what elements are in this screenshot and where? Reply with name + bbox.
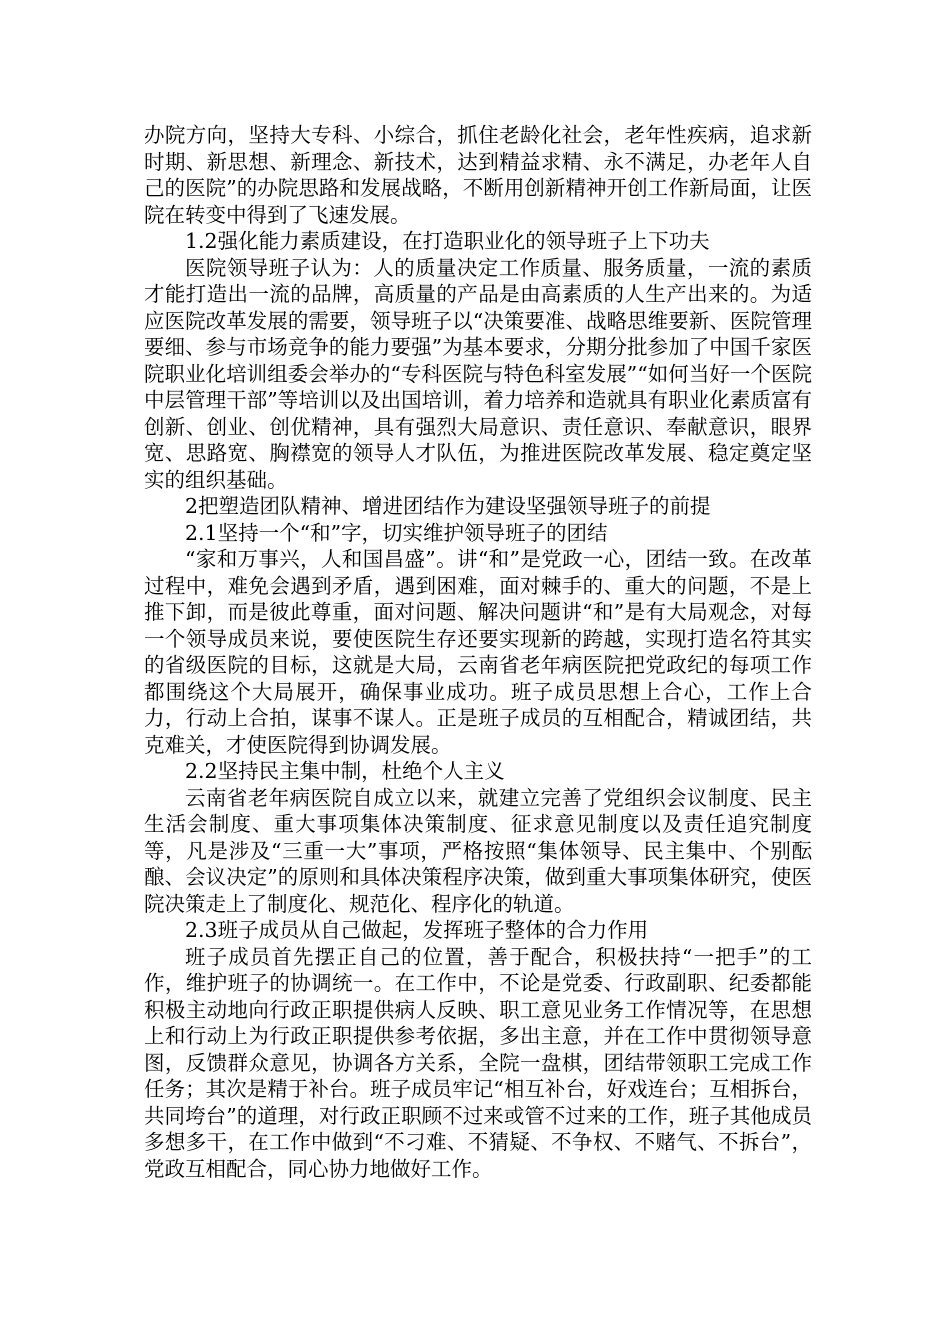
document-page [144, 122, 812, 1182]
body-paragraph: 云南省老年病医院自成立以来，就建立完善了党组织会议制度、民主生活会制度、重大事项集体决策制度、征求意见制度以及责任追究制度等，凡是涉及“三重一大”事项，严格按照“集体领导、民主集中、个别酝酿、会议决定”的原则和具体决策程序决策，做到重大事项集体研究，使医院决策走上了制度化、规范化、程序化的轨道。 [144, 785, 812, 916]
body-paragraph: 医院领导班子认为：人的质量决定工作质量、服务质量，一流的素质才能打造出一流的品牌，高质量的产品是由高素质的人生产出来的。为适应医院改革发展的需要，领导班子以“决策要准、战略思维要新、医院管理要细、参与市场竞争的能力要强”为基本要求，分期分批参加了中国千家医院职业化培训组委会举办的“专科医院与特色科室发展”“如何当好一个医院中层管理干部”等培训以及出国培训，着力培养和造就具有职业化素质富有创新、创业、创优精神，具有强烈大局意识、责任意识、奉献意识，眼界宽、思路宽、胸襟宽的领导人才队伍，为推进医院改革发展、稳定奠定坚实的组织基础。 [144, 255, 812, 492]
section-heading-2-3: 2.3班子成员从自己做起，发挥班子整体的合力作用 [185, 918, 649, 942]
body-paragraph: 班子成员首先摆正自己的位置，善于配合，积极扶持“一把手”的工作，维护班子的协调统一。在工作中，不论是党委、行政副职、纪委都能积极主动地向行政正职提供病人反映、职工意见业务工作情况等，在思想上和行动上为行政正职提供参考依据，多出主意，并在工作中贯彻领导意图，反馈群众意见，协调各方关系，全院一盘棋，团结带领职工完成工作任务；其次是精于补台。班子成员牢记“相互补台，好戏连台；互相拆台，共同垮台”的道理，对行政正职顾不过来或管不过来的工作，班子其他成员多想多干，在工作中做到“不刁难、不猜疑、不争权、不赌气、不拆台”，党政互相配合，同心协力地做好工作。 [144, 944, 812, 1181]
body-paragraph: “家和万事兴，人和国昌盛”。讲“和”是党政一心，团结一致。在改革过程中，难免会遇到矛盾，遇到困难，面对棘手的、重大的问题，不是上推下卸，而是彼此尊重，面对问题、解决问题讲“和”是有大局观念，对每一个领导成员来说，要使医院生存还要实现新的跨越，实现打造名符其实的省级医院的目标，这就是大局，云南省老年病医院把党政纪的每项工作都围绕这个大局展开，确保事业成功。班子成员思想上合心，工作上合力，行动上合拍，谋事不谋人。正是班子成员的互相配合，精诚团结，共克难关，才使医院得到协调发展。 [144, 547, 812, 757]
section-heading-2-2: 2.2坚持民主集中制，杜绝个人主义 [185, 759, 505, 783]
section-heading-2: 2把塑造团队精神、增进团结作为建设坚强领导班子的前提 [185, 494, 711, 518]
body-paragraph-continued: 办院方向，坚持大专科、小综合，抓住老龄化社会，老年性疾病，追求新时期、新思想、新理念、新技术，达到精益求精、永不满足，办老年人自己的医院”的办院思路和发展战略，不断用创新精神开创工作新局面，让医院在转变中得到了飞速发展。 [144, 123, 812, 227]
section-heading-2-1: 2.1坚持一个“和”字，切实维护领导班子的团结 [185, 520, 608, 545]
section-heading-1-2: 1.2强化能力素质建设，在打造职业化的领导班子上下功夫 [185, 229, 710, 253]
